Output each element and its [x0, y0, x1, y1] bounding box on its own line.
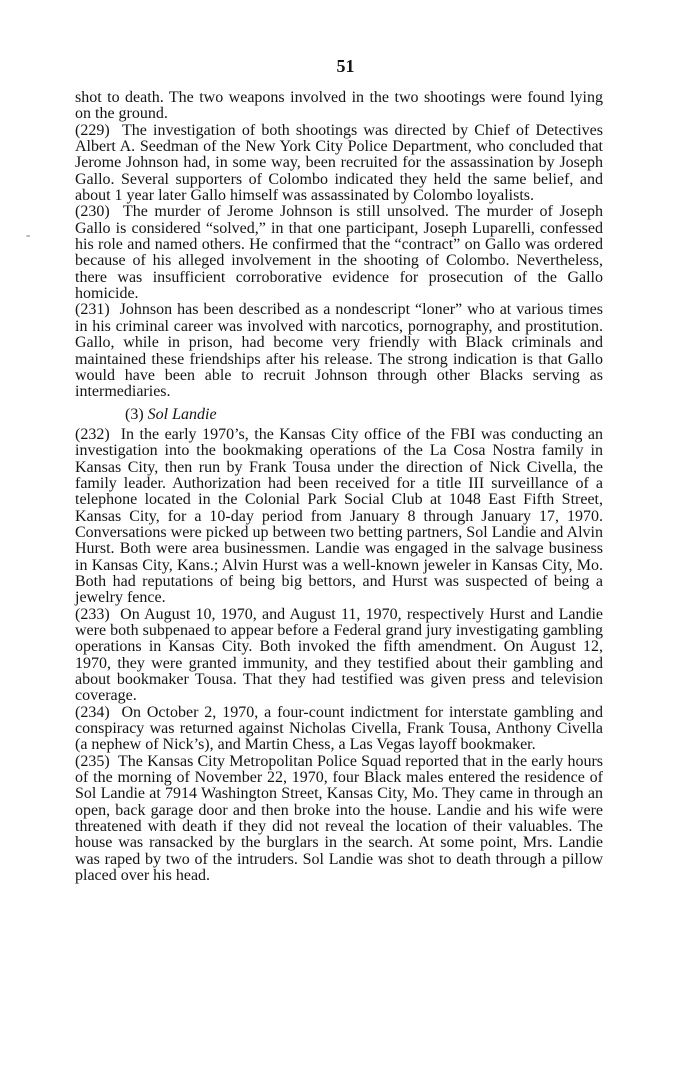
paragraph-number: (231): [75, 301, 110, 319]
section-number: (3): [125, 405, 144, 423]
paragraph-number: (235): [75, 752, 110, 770]
paragraph-text: shot to death. The two weapons involved in the two shootings were found lying on the ground.: [75, 89, 603, 123]
body-text: [75, 90, 603, 885]
paragraph-number: (229): [75, 121, 110, 139]
paragraph-number: (232): [75, 425, 110, 443]
paragraph-text: Johnson has been described as a nondescript “loner” who at various times in his criminal career was involved with narcotics, pornography, and prostitution. Gallo, while in prison, had become very friendly with Black criminals and maintained these friendships after his release. The strong indication is that Gallo would have been able to recruit Johnson through other Blacks serving as intermediaries.: [75, 301, 604, 401]
paragraph-text: The murder of Jerome Johnson is still unsolved. The murder of Joseph Gallo is considered “solved,” in that one participant, Joseph Luparelli, confessed his role and named others. He confirmed that the “contract” on Gallo was ordered because of his alleged involvement in the shooting of Colombo. Nevertheless, there was insufficient corroborative evidence for prosecution of the Gallo homicide.: [75, 203, 604, 303]
paragraph-232: [75, 427, 603, 607]
paragraph-number: (233): [75, 605, 110, 623]
paragraph-text: The Kansas City Metropolitan Police Squad reported that in the early hours of the morning of November 22, 1970, four Black males entered the residence of Sol Landie at 7914 Washington Street, Kansas City, Mo. They came in through an open, back garage door and then broke into the house. Landie and his wife were threatened with death if they did not reveal the location of their valuables. The house was ransacked by the burglars in the search. At some point, Mrs. Landie was raped by two of the intruders. Sol Landie was shot to death through a pillow placed over his head.: [75, 752, 604, 885]
paragraph-229: [75, 123, 603, 205]
section-title: Sol Landie: [147, 405, 217, 423]
paragraph-233: [75, 607, 603, 705]
paragraph-continued: [75, 90, 603, 123]
paragraph-text: On October 2, 1970, a four-count indictment for interstate gambling and conspiracy was returned against Nicholas Civella, Frank Tousa, Anthony Civella (a nephew of Nick’s), and Martin Chess, a Las Vegas layoff bookmaker.: [75, 703, 603, 754]
paragraph-230: [75, 204, 603, 302]
paragraph-235: [75, 754, 603, 885]
page-number: 51: [336, 56, 355, 76]
paragraph-text: The investigation of both shootings was directed by Chief of Detectives Albert A. Seedman of the New York City Police Department, who concluded that Jerome Johnson had, in some way, been recruited for the assassination by Joseph Gallo. Several supporters of Colombo indicated they held the same belief, and about 1 year later Gallo himself was assassinated by Colombo loyalists.: [75, 121, 604, 205]
paragraph-number: (230): [75, 203, 110, 221]
paragraph-text: In the early 1970’s, the Kansas City office of the FBI was conducting an investigation into the bookmaking operations of the La Cosa Nostra family in Kansas City, then run by Frank Tousa under the direction of Nick Civella, the family leader. Authorization had been received for a title III surveillance of a telephone located in the Colonial Park Social Club at 1048 East Fifth Street, Kansas City, for a 10-day period from January 8 through January 17, 1970. Conversations were picked up between two betting partners, Sol Landie and Alvin Hurst. Both were area businessmen. Landie was engaged in the salvage business in Kansas City, Kans.; Alvin Hurst was a well-known jeweler in Kansas City, Mo. Both had reputations of being big bettors, and Hurst was suspected of being a jewelry fence.: [75, 425, 604, 607]
paragraph-234: [75, 705, 603, 754]
paragraph-text: On August 10, 1970, and August 11, 1970, respectively Hurst and Landie were both subpenaed to appear before a Federal grand jury investigating gambling operations in Kansas City. Both invoked the fifth amendment. On August 12, 1970, they were granted immunity, and they testified about their gambling and about bookmaker Tousa. That they had testified was given press and television coverage.: [75, 605, 604, 705]
paragraph-231: [75, 302, 603, 400]
section-heading: [75, 407, 603, 423]
paragraph-number: (234): [75, 703, 110, 721]
margin-mark: -: [26, 227, 31, 242]
